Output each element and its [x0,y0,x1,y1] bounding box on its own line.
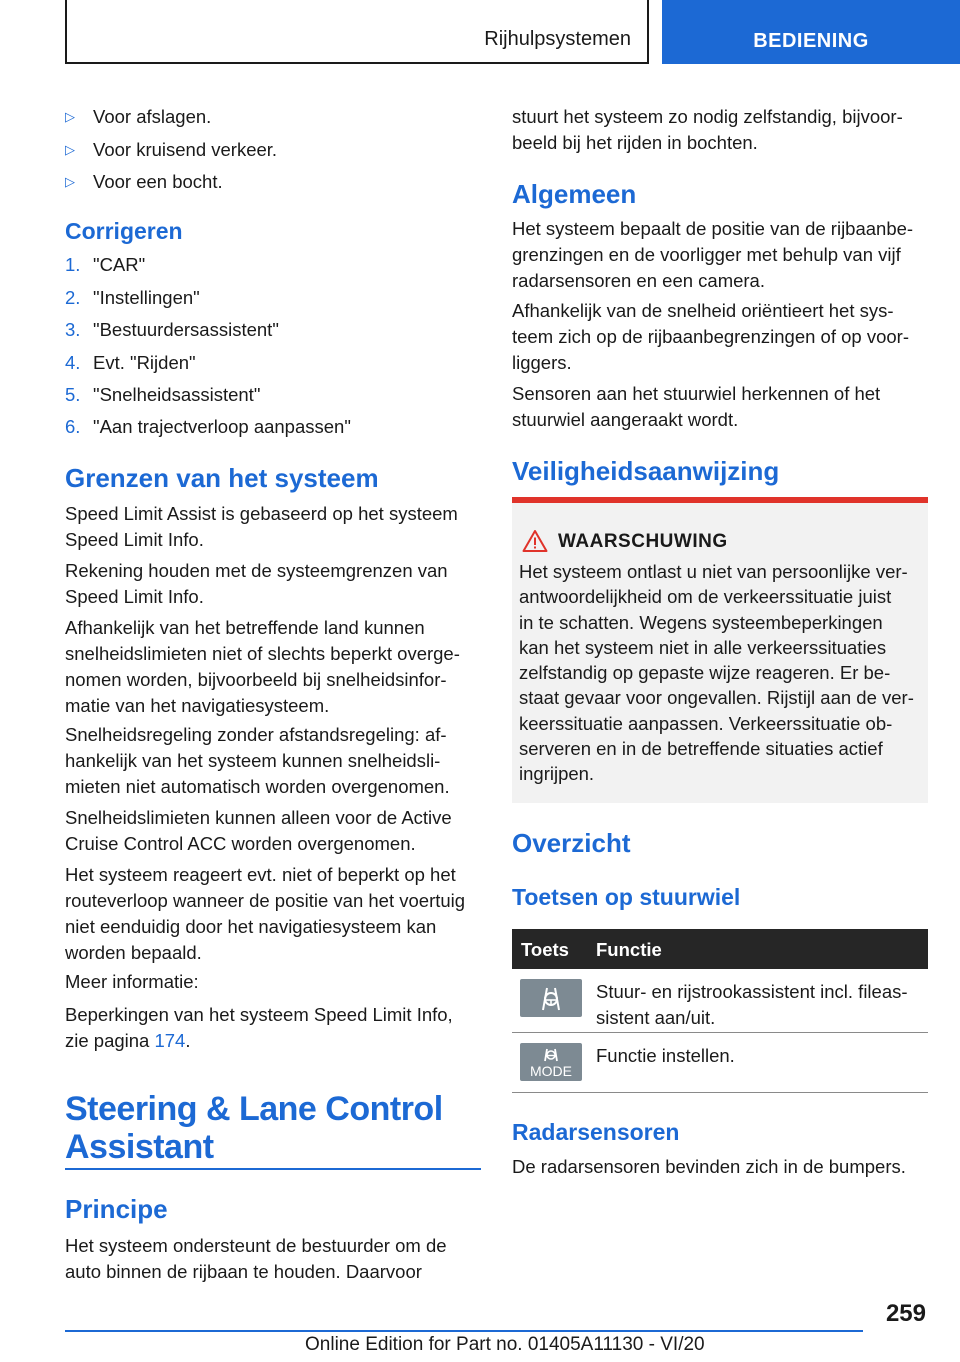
triangle-bullet-icon: ▷ [65,174,75,189]
paragraph: Snelheidslimieten kunnen alleen voor de Active Cruise Control ACC worden overgenomen. [65,807,452,854]
mode-key-label: MODE [530,1063,572,1079]
header-chapter-title: BEDIENING [753,30,869,52]
paragraph: Afhankelijk van de snelheid oriëntieert het sys- teem zich op de rijbaanbegrenzingen of op voor- liggers. [512,300,909,373]
chapter-title: Steering & Lane Control Assistant [65,1090,443,1166]
paragraph: Meer informatie: [65,971,199,992]
table-row [512,1033,928,1093]
heading-overzicht: Overzicht [512,828,631,858]
paragraph: Afhankelijk van het betreffende land kunnen snelheidslimieten niet of slechts beperkt overge- nomen worden, bijvoorbeeld bij snelheidsinfor- matie van het navigatiesysteem. [65,617,460,716]
header-section-title: Rijhulpsystemen [484,28,631,50]
triangle-bullet-icon: ▷ [65,142,75,157]
paragraph: Speed Limit Assist is gebaseerd op het systeem Speed Limit Info. [65,503,458,550]
heading-veiligheidsaanwijzing: Veiligheidsaanwijzing [512,456,780,486]
table-cell-function: Functie instellen. [596,1045,735,1066]
paragraph: stuurt het systeem zo nodig zelfstandig, bijvoor- beeld bij het rijden in bochten. [512,106,903,153]
title-underline [65,1168,481,1170]
warning-text: Het systeem ontlast u niet van persoonlijke ver- antwoordelijkheid om de verkeerssituatie juist in te schatten. Wegens systeembeperkingen kan het systeem niet in alle verkeerssituaties zelfstandig op gepaste wijze reageren. Er be- staat gevaar voor ongevallen. Rijstijl aan de ver- keerssituatie aanpassen. Verkeerssituatie ob- serveren en in de betreffende situaties actief ingrijpen. [519,561,914,785]
warning-triangle-icon [522,529,548,553]
header-section-box [65,0,649,64]
heading-corrigeren: Corrigeren [65,218,183,244]
paragraph: Het systeem bepaalt de positie van de rijbaanbe- grenzingen en de voorligger met behulp van vijf radarsensoren en een camera. [512,218,914,291]
triangle-bullet-icon: ▷ [65,109,75,124]
header-chapter-tab [662,0,960,64]
paragraph: Het systeem reageert evt. niet of beperkt op het routeverloop wanneer de positie van het voertuig niet eenduidig door het navigatiesysteem kan worden bepaald. [65,864,466,963]
heading-grenzen: Grenzen van het systeem [65,463,379,493]
lane-assist-mode-button-icon [520,1043,582,1081]
heading-toetsen: Toetsen op stuurwiel [512,884,741,910]
footer-edition: Online Edition for Part no. 01405A11130 - VI/20 [305,1334,705,1355]
page-number: 259 [885,1300,926,1327]
footer-divider [65,1330,863,1332]
warning-box [512,497,928,803]
table-header: Toets Functie [512,929,928,969]
heading-algemeen: Algemeen [512,179,637,209]
paragraph: De radarsensoren bevinden zich in de bumpers. [512,1156,906,1177]
table-cell-function: Stuur- en rijstrookassistent incl. fileas- sistent aan/uit. [596,981,908,1028]
table-row [512,969,928,1033]
paragraph: Het systeem ondersteunt de bestuurder om de auto binnen de rijbaan te houden. Daarvoor [65,1235,447,1282]
paragraph: Sensoren aan het stuurwiel herkennen of het stuurwiel aangeraakt wordt. [512,383,881,430]
buttons-table [512,929,928,1093]
heading-principe: Principe [65,1194,168,1224]
paragraph: Snelheidsregeling zonder afstandsregeling: af- hankelijk van het systeem kunnen snelheidsli- mieten niet automatisch worden overgenomen. [65,724,450,797]
page-reference-link[interactable]: 174 [154,1030,186,1051]
lane-assist-button-icon [520,979,582,1017]
warning-title: WAARSCHUWING [558,531,728,552]
paragraph: Rekening houden met de systeemgrenzen van Speed Limit Info. [65,560,448,607]
heading-radarsensoren: Radarsensoren [512,1119,680,1145]
paragraph-reference: Beperkingen van het systeem Speed Limit Info, zie pagina 174. [65,1004,453,1051]
